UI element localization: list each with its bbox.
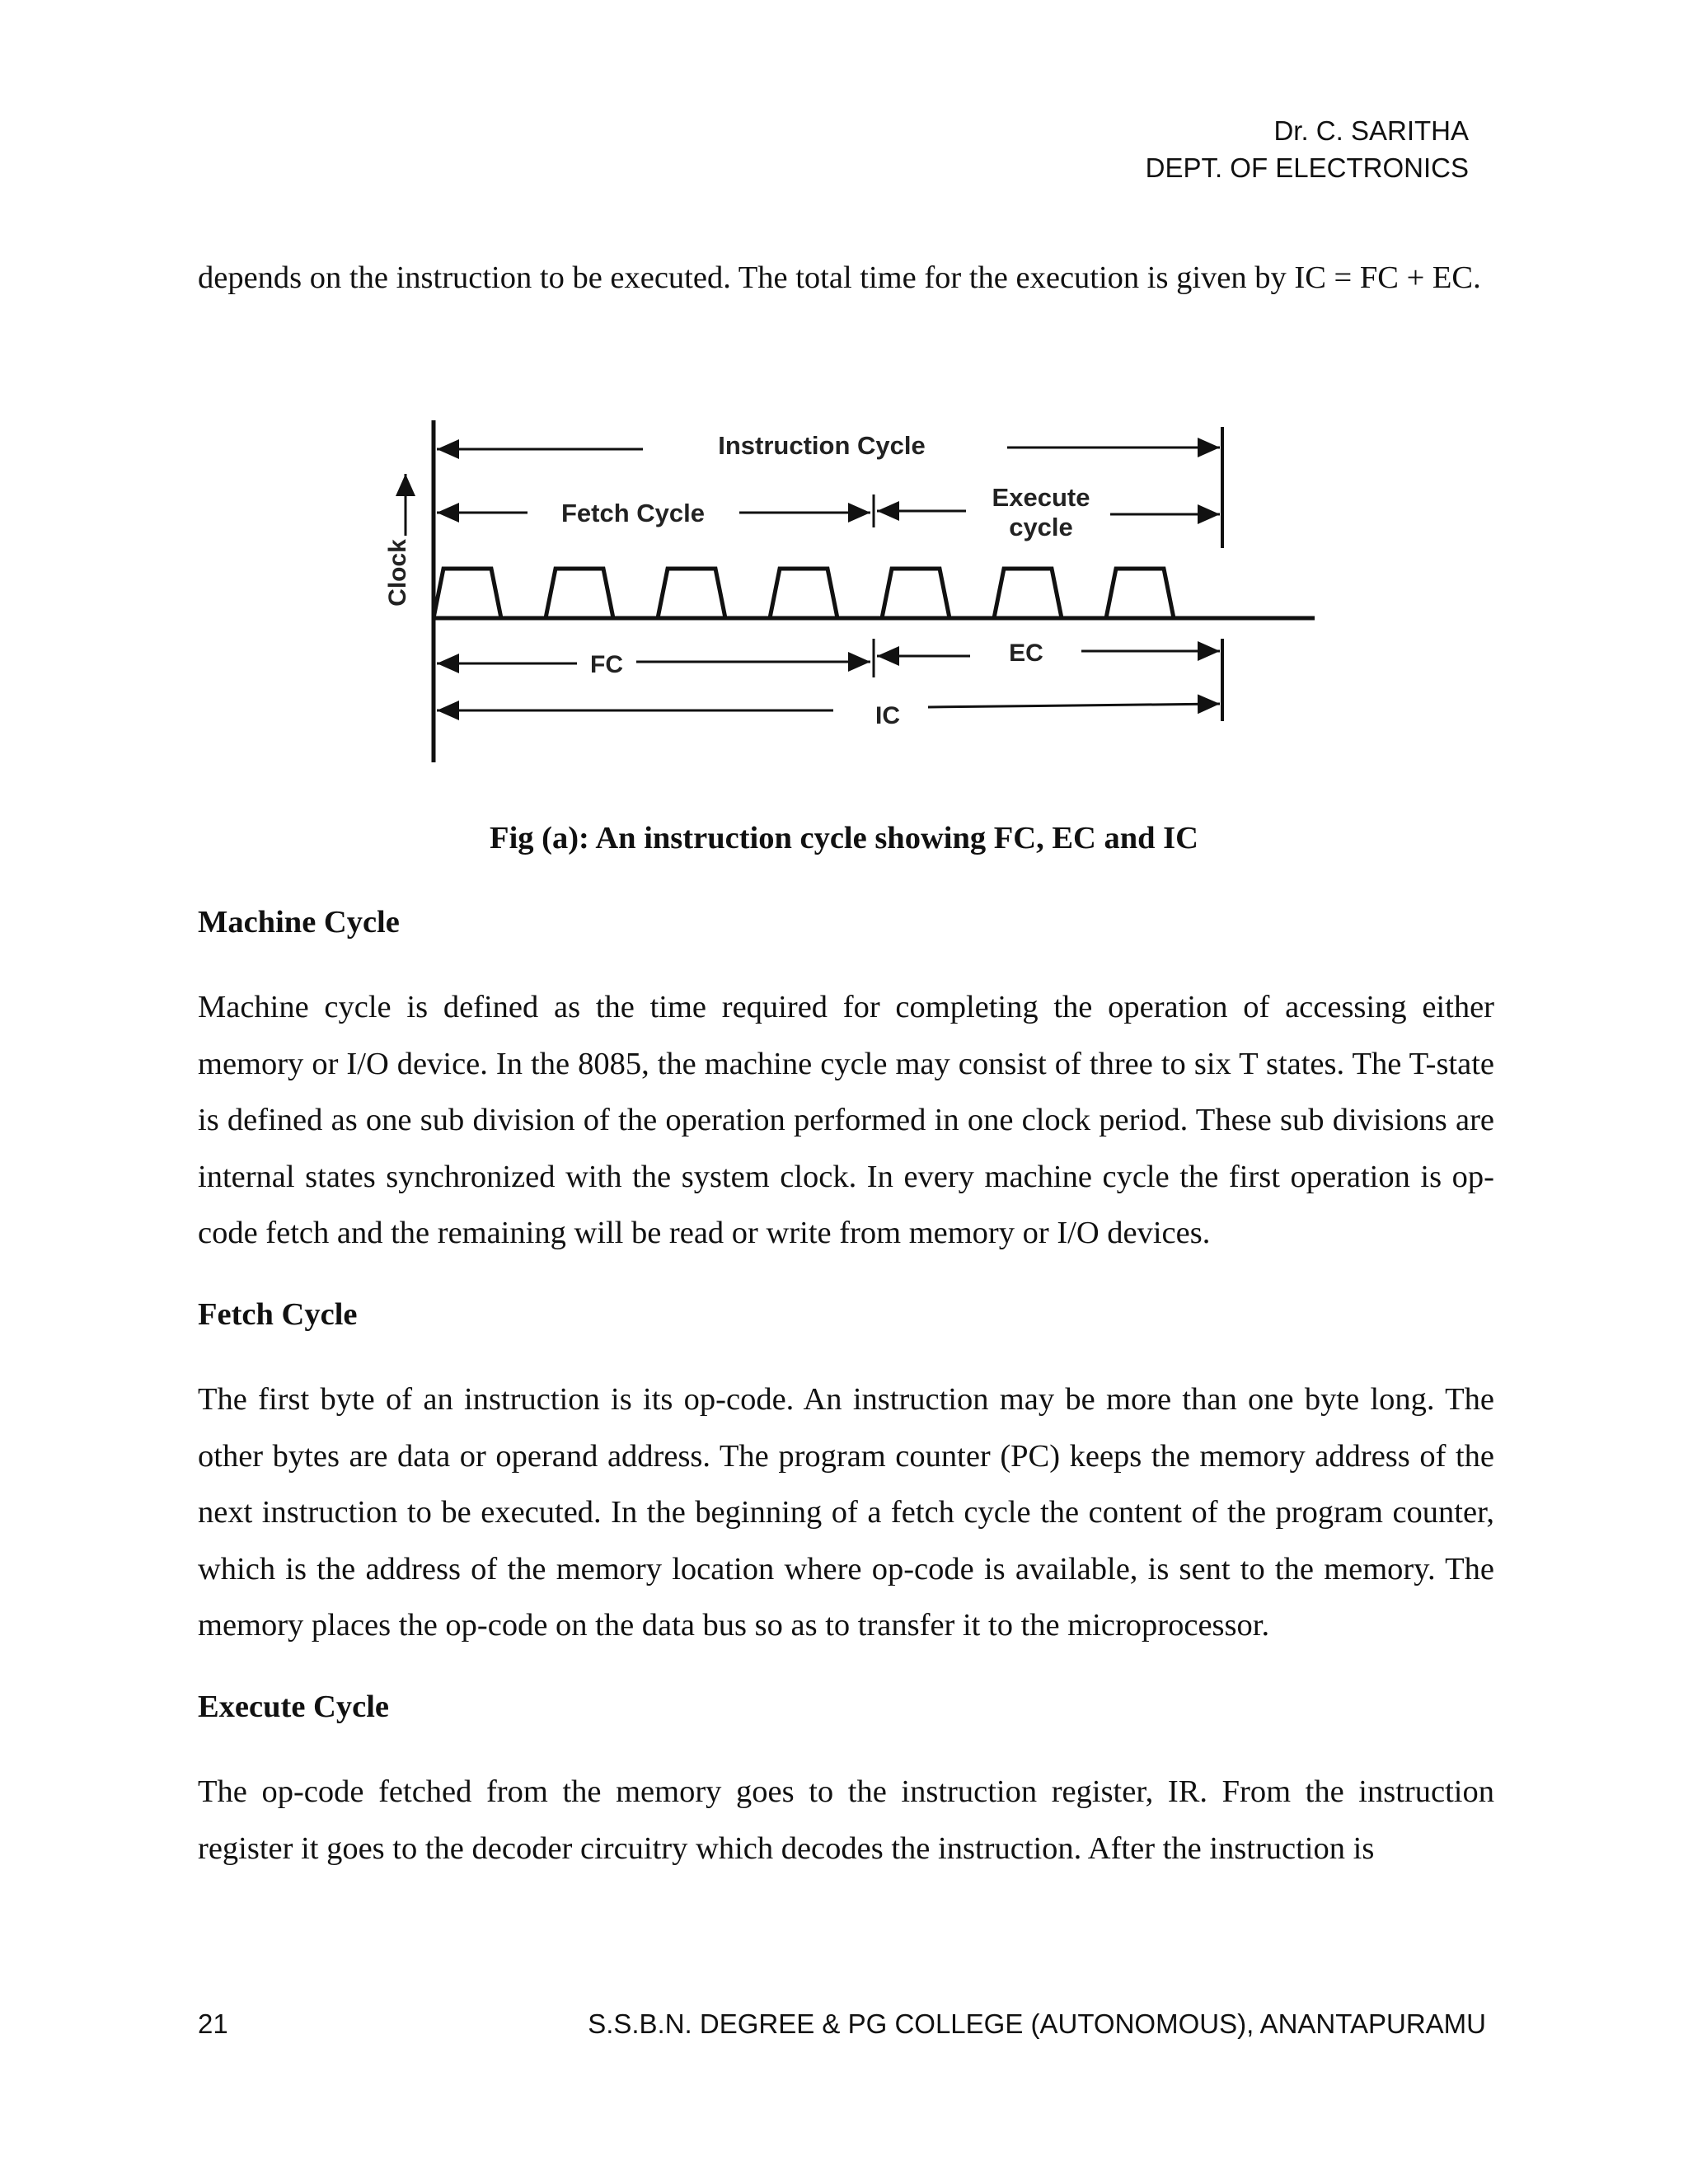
ec-label: EC: [1009, 640, 1043, 667]
footer-college: S.S.B.N. DEGREE & PG COLLEGE (AUTONOMOUS), ANANTAPURAMU: [588, 2008, 1486, 2039]
execute-cycle-label-line1: Execute: [992, 483, 1090, 512]
clock-waveform: [434, 569, 1315, 618]
fetch-cycle-label: Fetch Cycle: [560, 499, 706, 527]
fc-label: FC: [590, 651, 623, 678]
figure-caption: Fig (a): An instruction cycle showing FC, EC and IC: [490, 821, 1198, 855]
execute-cycle-heading: Execute Cycle: [198, 1690, 389, 1724]
fetch-cycle-heading: Fetch Cycle: [198, 1297, 358, 1332]
header-department: DEPT. OF ELECTRONICS: [1145, 152, 1469, 183]
execute-cycle-paragraph: The op-code fetched from the memory goes to the instruction register, IR. From the instruction register it goes to the decoder circuitry which decodes the instruction. After the instruction is: [198, 1774, 1494, 1866]
instruction-cycle-label: Instruction Cycle: [718, 431, 926, 460]
intro-paragraph: depends on the instruction to be executed. The total time for the execution is given by IC = FC + EC.: [198, 260, 1481, 295]
fetch-cycle-paragraph: The first byte of an instruction is its op-code. An instruction may be more than one byte long. The other bytes are data or operand address. The program counter (PC) keeps the memory address of the next instruction to be executed. In the beginning of a fetch cycle the content of the program counter, which is the address of the memory location where op-code is available, is sent to the memory. The memory places the op-code on the data bus so as to transfer it to the microprocessor.: [198, 1382, 1494, 1643]
machine-cycle-paragraph: Machine cycle is defined as the time required for completing the operation of accessing either memory or I/O device. In the 8085, the machine cycle may consist of three to six T states. The T-state is defined as one sub division of the operation performed in one clock period. These sub divisions are internal states synchronized with the system clock. In every machine cycle the first operation is op-code fetch and the remaining will be read or write from memory or I/O devices.: [198, 990, 1494, 1250]
page-number: 21: [198, 2008, 228, 2039]
ic-arrow-right: [928, 704, 1220, 707]
instruction-cycle-diagram: [379, 412, 1327, 775]
execute-cycle-label-line2: cycle: [1009, 513, 1073, 541]
clock-label: Clock: [384, 539, 411, 607]
header-author: Dr. C. SARITHA: [1273, 115, 1469, 146]
clock-pulse-train: [434, 569, 1218, 618]
machine-cycle-heading: Machine Cycle: [198, 905, 400, 940]
ic-label: IC: [875, 702, 900, 729]
